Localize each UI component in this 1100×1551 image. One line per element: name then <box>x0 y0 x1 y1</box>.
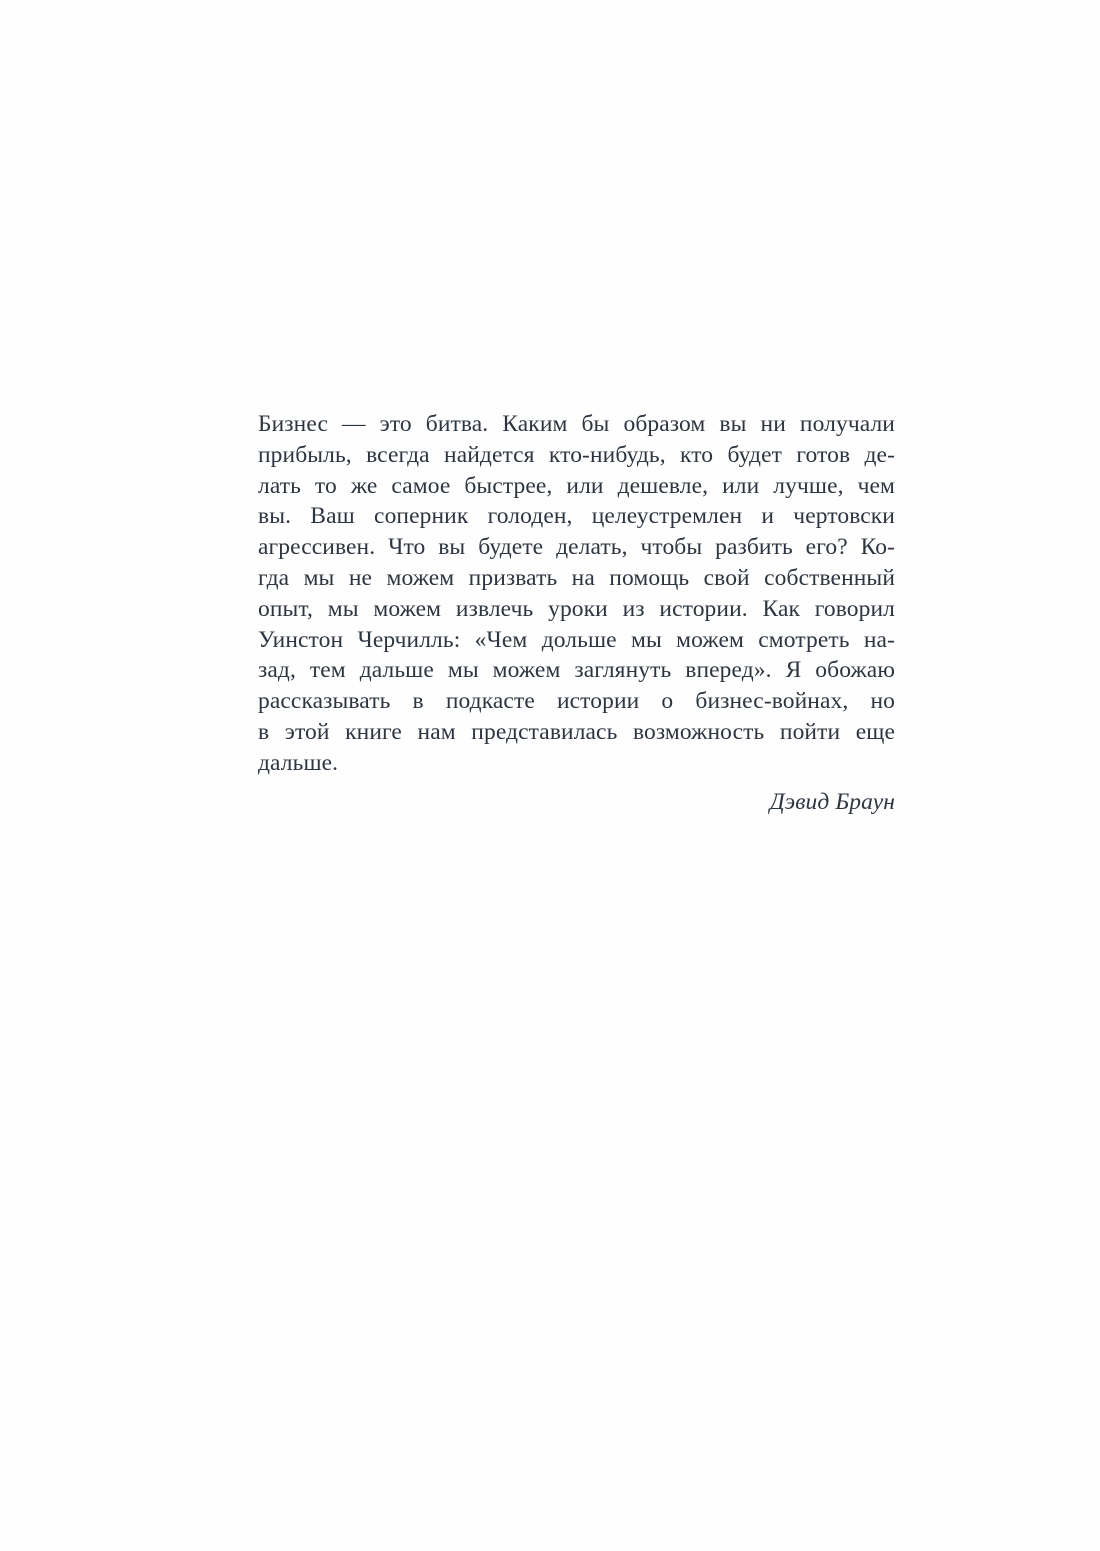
quote-line: в этой книге нам представилась возможность пойти еще <box>258 718 895 745</box>
quote-line: агрессивен. Что вы будете делать, чтобы разбить его? Ко- <box>258 534 895 561</box>
quote-attribution: Дэвид Браун <box>769 788 895 815</box>
quote-line: дальше. <box>258 749 339 776</box>
quote-line: лать то же самое быстрее, или дешевле, или лучше, чем <box>258 472 895 499</box>
quote-line: опыт, мы можем извлечь уроки из истории. Как говорил <box>258 595 895 622</box>
quote-paragraph <box>258 409 895 817</box>
quote-line: гда мы не можем призвать на помощь свой собственный <box>258 564 895 591</box>
quote-line: вы. Ваш соперник голоден, целеустремлен и чертовски <box>258 503 895 530</box>
quote-line: зад, тем дальше мы можем заглянуть вперед». Я обожаю <box>258 657 895 684</box>
quote-line: Уинстон Черчилль: «Чем дольше мы можем смотреть на- <box>258 626 895 653</box>
quote-line: прибыль, всегда найдется кто-нибудь, кто будет готов де- <box>258 441 895 468</box>
quote-line: рассказывать в подкасте истории о бизнес-войнах, но <box>258 688 895 715</box>
quote-line: Бизнес — это битва. Каким бы образом вы ни получали <box>258 411 895 437</box>
